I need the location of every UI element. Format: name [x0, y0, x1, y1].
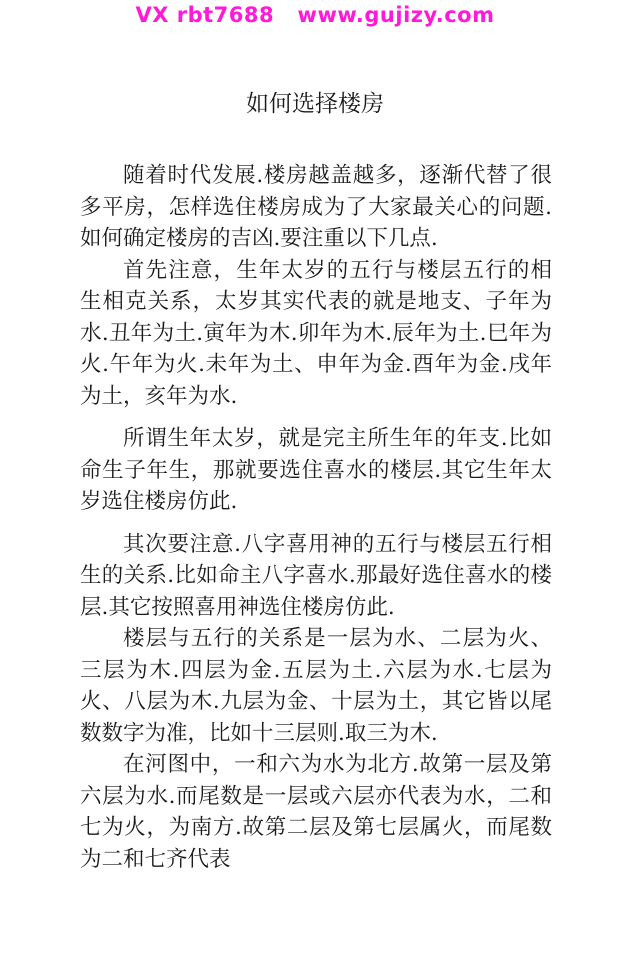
paragraph-hetu: 在河图中，一和六为水为北方.故第一层及第六层为水.而尾数是一层或六层亦代表为水，二和七为火，为南方.故第二层及第七层属火，而尾数为二和七齐代表 — [80, 752, 552, 872]
paragraph-taisui-wuxing: 首先注意，生年太岁的五行与楼层五行的相生相克关系，太岁其实代表的就是地支、子年为水.丑年为土.寅年为木.卯年为木.辰年为土.巳年为火.午年为火.未年为土、申年为金.酉年为金.戌年为土，亥年为水. — [80, 257, 552, 409]
watermark-text: VX rbt7688 www.gujizy.com — [135, 3, 495, 27]
paragraph-intro: 随着时代发展.楼房越盖越多，逐渐代替了很多平房，怎样选住楼房成为了大家最关心的问题.如何确定楼房的吉凶.要注重以下几点. — [80, 163, 552, 251]
paragraph-taisui-definition: 所谓生年太岁，就是完主所生年的年支.比如命生子年生，那就要选住喜水的楼层.其它生年太岁选住楼房仿此. — [80, 426, 552, 514]
paragraph-yongshen: 其次要注意.八字喜用神的五行与楼层五行相生的关系.比如命主八字喜水.那最好选住喜水的楼层.其它按照喜用神选住楼房仿此. — [80, 531, 552, 620]
document-body — [80, 160, 552, 875]
page-title: 如何选择楼房 — [246, 91, 384, 117]
paragraph-floor-wuxing: 楼层与五行的关系是一层为水、二层为火、三层为木.四层为金.五层为土.六层为水.七层为火、八层为木.九层为金、十层为土，其它皆以尾数数字为准，比如十三层则.取三为木. — [80, 626, 552, 746]
